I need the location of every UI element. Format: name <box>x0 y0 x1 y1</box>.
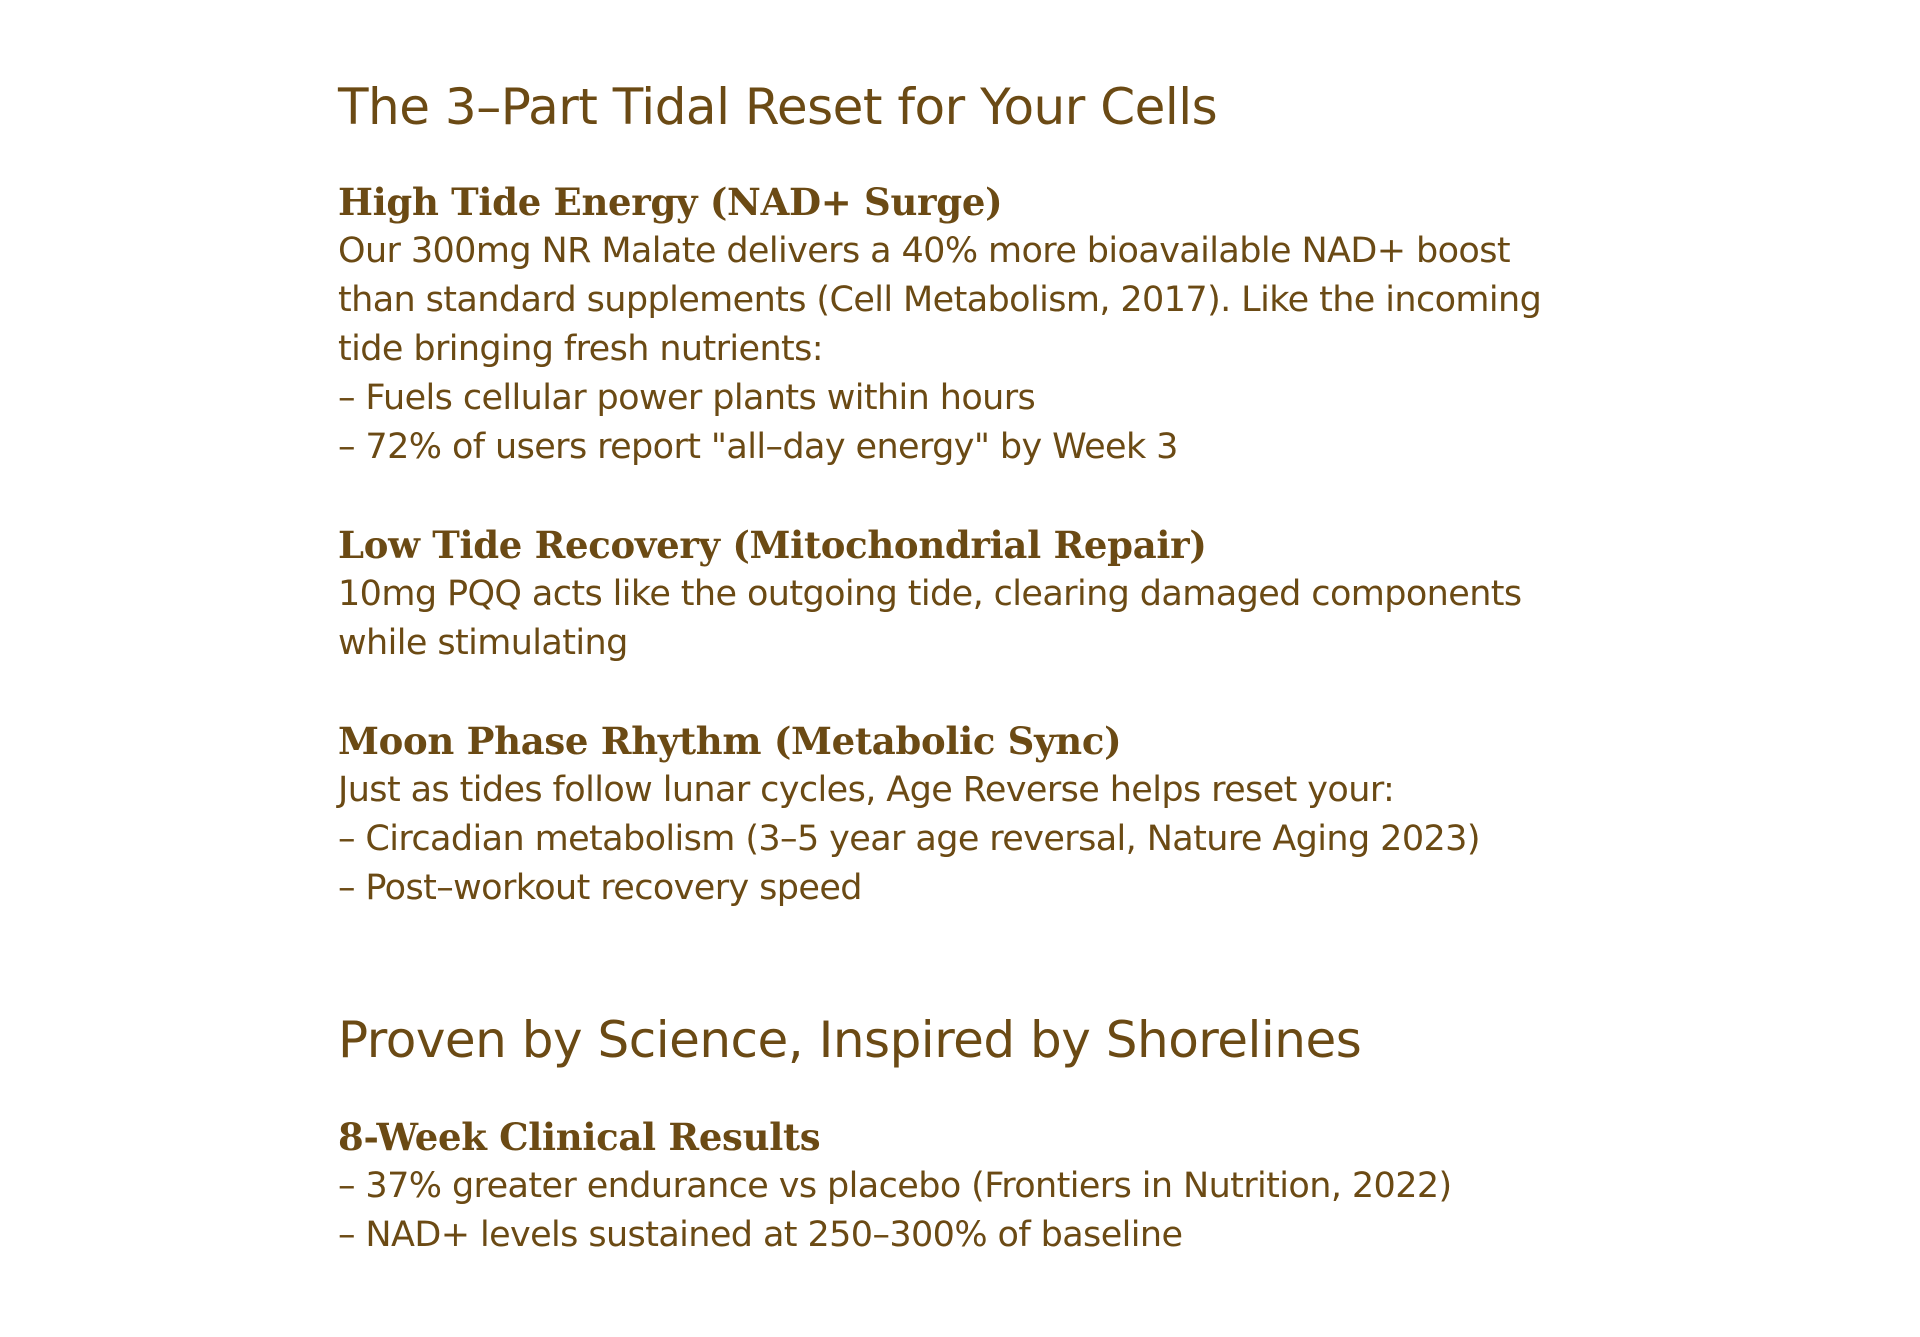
bullet-line: – Post–workout recovery speed <box>338 868 862 908</box>
bullet-line: – Circadian metabolism (3–5 year age reversal, Nature Aging 2023) <box>338 819 1480 859</box>
body-line: tide bringing fresh nutrients: <box>338 329 823 369</box>
document-content <box>338 70 1668 1260</box>
bullet-line: – NAD+ levels sustained at 250–300% of baseline <box>338 1215 1183 1255</box>
sub-heading-low-tide-recovery: Low Tide Recovery (Mitochondrial Repair) <box>338 523 1207 567</box>
sub-heading-clinical-results: 8-Week Clinical Results <box>338 1115 821 1159</box>
block-low-tide-recovery <box>338 521 1668 668</box>
body-line: than standard supplements (Cell Metabolism, 2017). Like the incoming <box>338 280 1542 320</box>
bullet-line: – Fuels cellular power plants within hours <box>338 378 1036 418</box>
body-line: Just as tides follow lunar cycles, Age Reverse helps reset your: <box>338 770 1395 810</box>
bullet-line: – 72% of users report "all–day energy" by Week 3 <box>338 427 1178 467</box>
block-moon-phase-rhythm <box>338 717 1668 913</box>
block-clinical-results <box>338 1113 1668 1260</box>
section-title-proven-by-science: Proven by Science, Inspired by Shorelines <box>338 1011 1362 1069</box>
block-high-tide-energy <box>338 178 1668 472</box>
body-line: while stimulating <box>338 623 628 663</box>
body-line: 10mg PQQ acts like the outgoing tide, clearing damaged components <box>338 574 1522 614</box>
body-line: Our 300mg NR Malate delivers a 40% more bioavailable NAD+ boost <box>338 231 1510 271</box>
bullet-line: – 37% greater endurance vs placebo (Frontiers in Nutrition, 2022) <box>338 1166 1452 1206</box>
sub-heading-moon-phase-rhythm: Moon Phase Rhythm (Metabolic Sync) <box>338 719 1122 763</box>
section-title-tidal-reset: The 3–Part Tidal Reset for Your Cells <box>338 78 1218 136</box>
sub-heading-high-tide-energy: High Tide Energy (NAD+ Surge) <box>338 180 1003 224</box>
